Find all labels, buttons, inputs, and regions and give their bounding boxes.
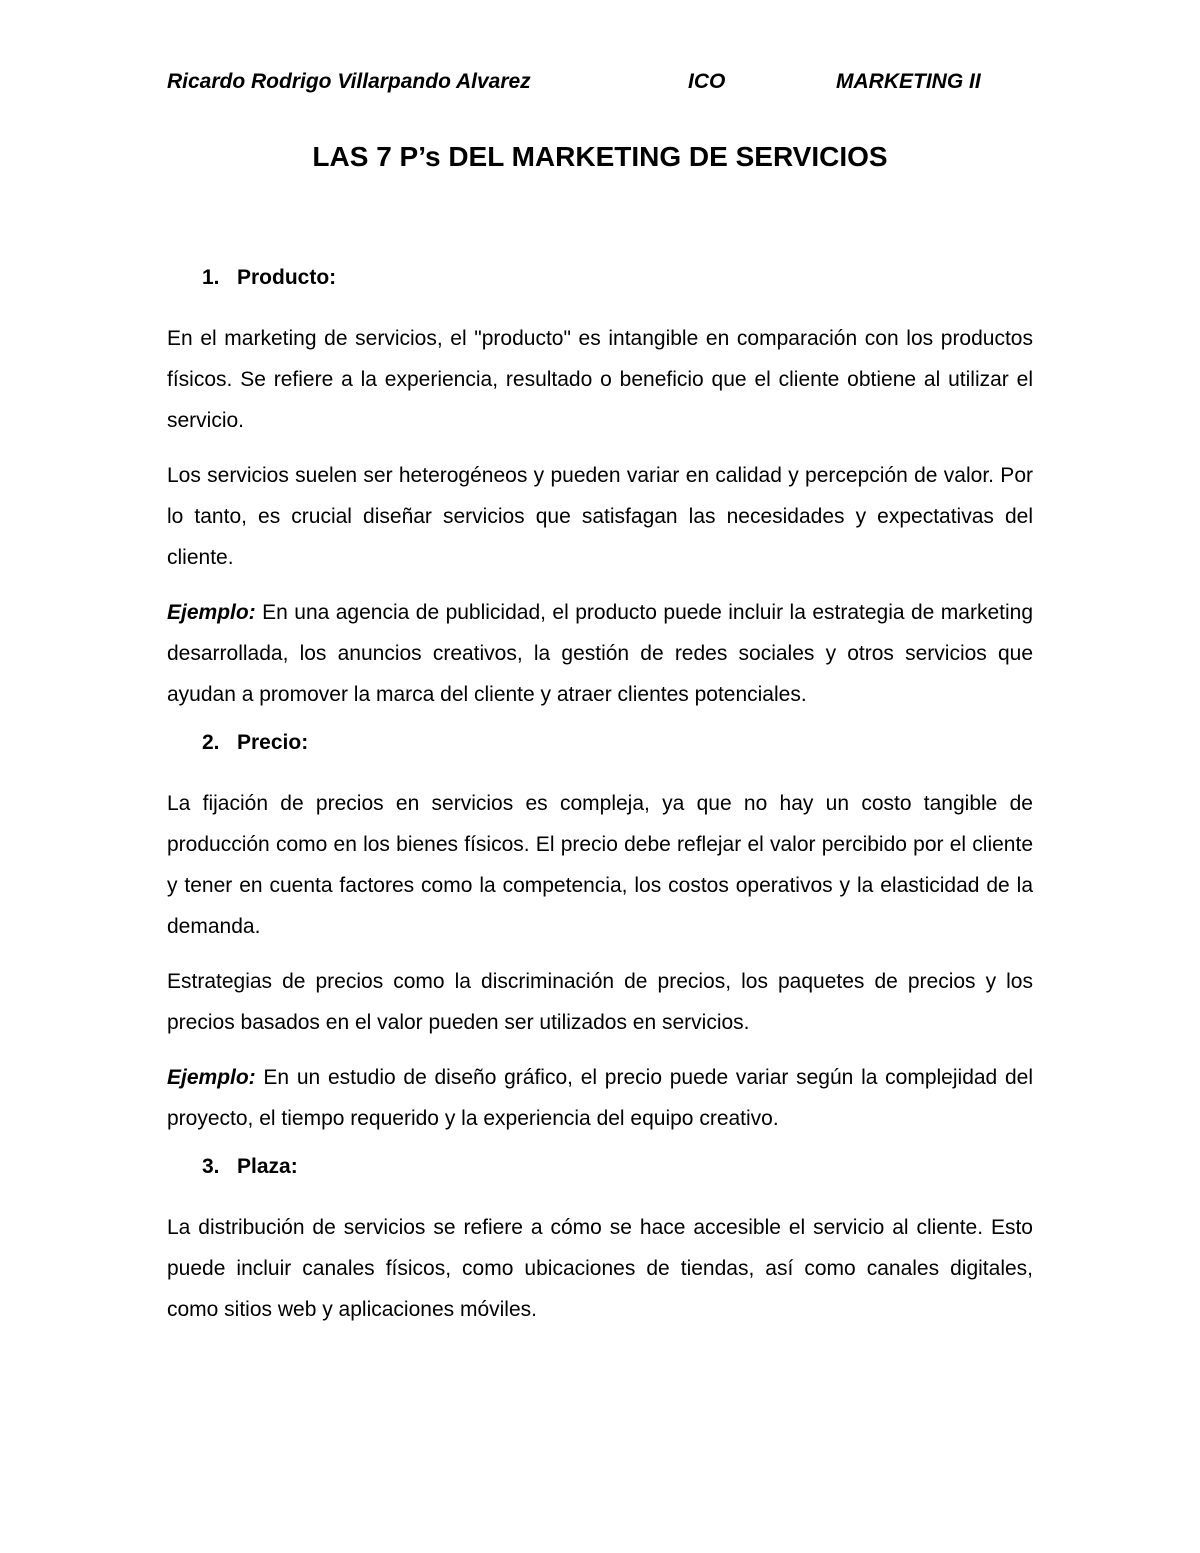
paragraph: Estrategias de precios como la discriminación de precios, los paquetes de precios y los precios basados en el valor pueden ser utilizados en servicios. [167, 970, 1033, 1034]
example-text: En una agencia de publicidad, el producto puede incluir la estrategia de marketing desarrollada, los anuncios creativos, la gestión de redes sociales y otros servicios que ayudan a promover la marca del cliente y atraer clientes potenciales. [167, 601, 1033, 706]
section-heading-precio [202, 727, 1033, 759]
section-title: Plaza: [237, 1155, 298, 1178]
example-label: Ejemplo: [167, 601, 256, 624]
example-paragraph [167, 592, 1033, 715]
section-heading-plaza [202, 1151, 1033, 1183]
document-body [167, 262, 1033, 1330]
section-number: 1. [202, 266, 220, 289]
page-header [167, 70, 1033, 100]
section-number: 2. [202, 731, 220, 754]
example-label: Ejemplo: [167, 1066, 256, 1089]
header-subject: MARKETING II [836, 70, 981, 93]
header-author: Ricardo Rodrigo Villarpando Alvarez [167, 70, 531, 93]
section-title: Producto: [237, 266, 337, 289]
document-title: LAS 7 P’s DEL MARKETING DE SERVICIOS [312, 141, 888, 172]
example-paragraph [167, 1057, 1033, 1139]
paragraph: En el marketing de servicios, el "producto" es intangible en comparación con los productos físicos. Se refiere a la experiencia, resultado o beneficio que el cliente obtiene al utilizar el servicio. [167, 327, 1033, 432]
paragraph: La fijación de precios en servicios es compleja, ya que no hay un costo tangible de producción como en los bienes físicos. El precio debe reflejar el valor percibido por el cliente y tener en cuenta factores como la competencia, los costos operativos y la elasticidad de la demanda. [167, 792, 1033, 938]
section-title: Precio: [237, 731, 309, 754]
example-text: En un estudio de diseño gráfico, el precio puede variar según la complejidad del proyecto, el tiempo requerido y la experiencia del equipo creativo. [167, 1066, 1033, 1130]
paragraph: Los servicios suelen ser heterogéneos y pueden variar en calidad y percepción de valor. Por lo tanto, es crucial diseñar servicios que satisfagan las necesidades y expectativas del cliente. [167, 464, 1033, 569]
section-heading-producto [202, 262, 1033, 294]
paragraph: La distribución de servicios se refiere a cómo se hace accesible el servicio al cliente. Esto puede incluir canales físicos, como ubicaciones de tiendas, así como canales digitales, como sitios web y aplicaciones móviles. [167, 1216, 1033, 1321]
header-course: ICO [688, 70, 726, 93]
section-number: 3. [202, 1155, 220, 1178]
